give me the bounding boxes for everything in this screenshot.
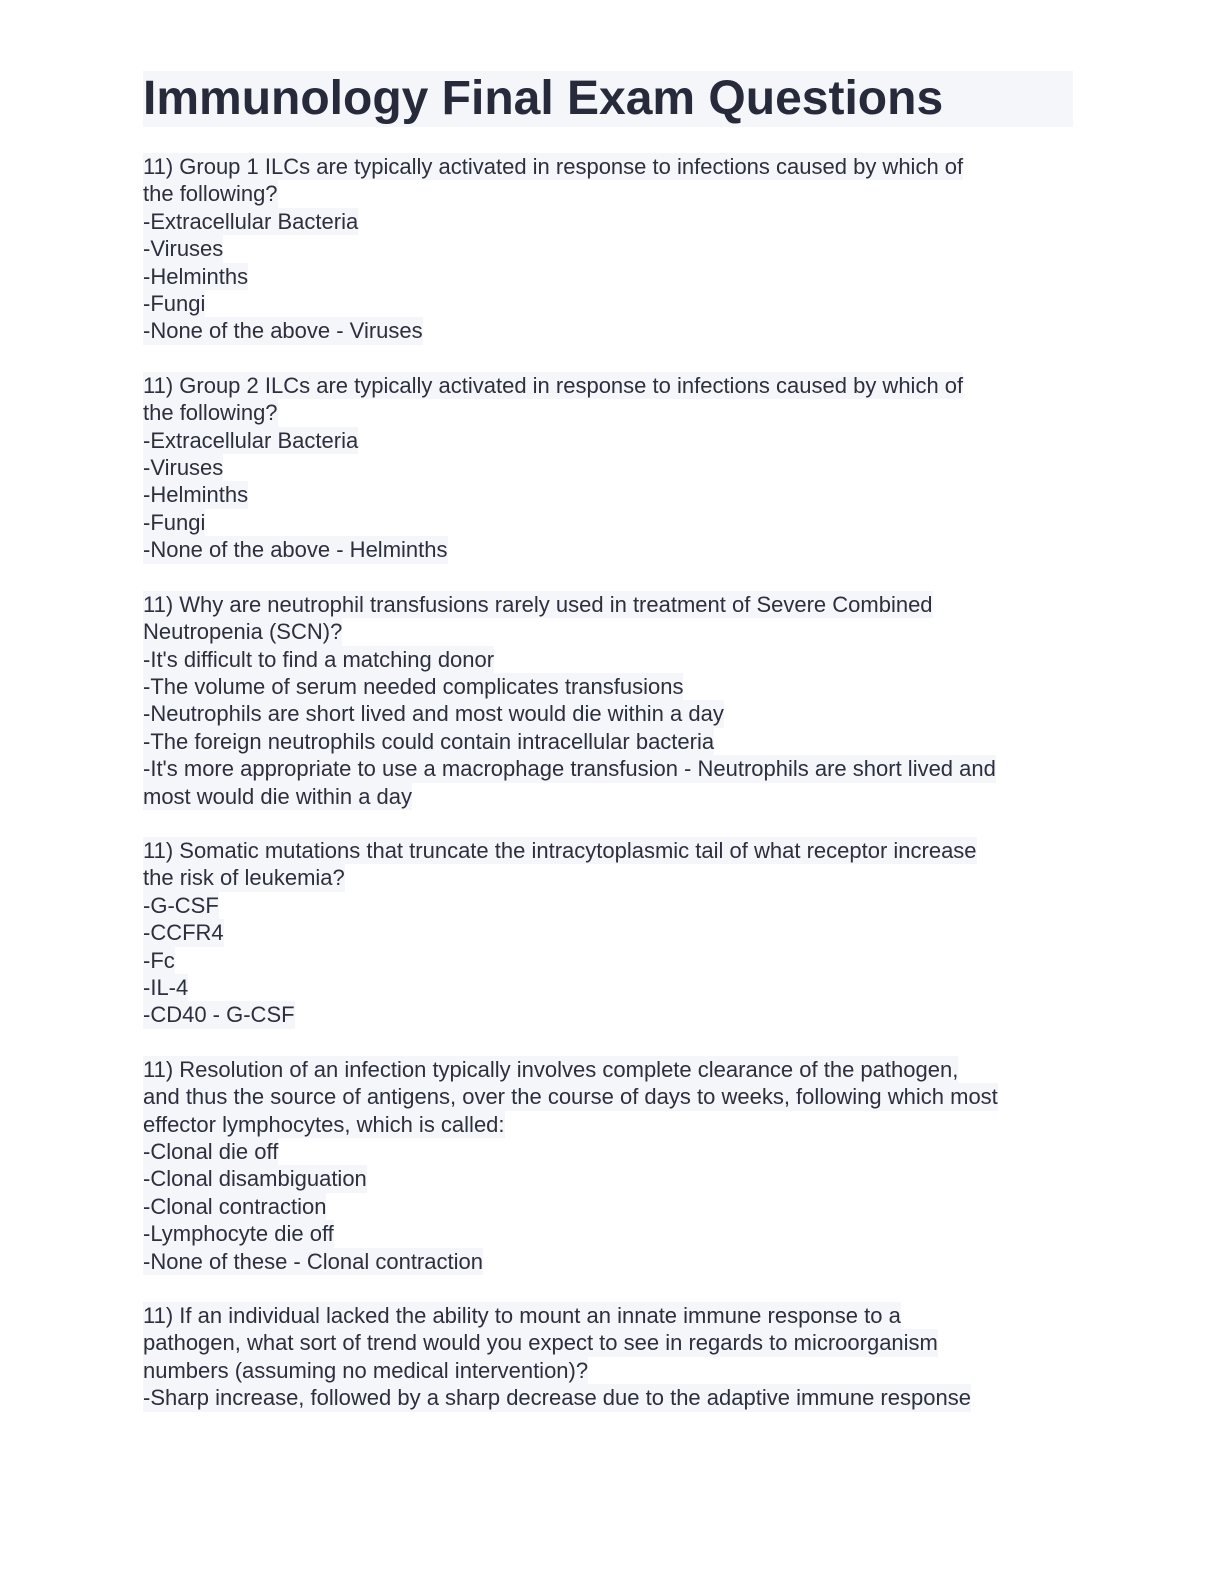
question-text: 11) Group 1 ILCs are typically activated in response to infections caused by which of <box>143 154 964 179</box>
question-block <box>143 1302 1073 1412</box>
question-text: 11) If an individual lacked the ability to mount an innate immune response to a <box>143 1303 901 1329</box>
question-line: effector lymphocytes, which is called: <box>143 1111 505 1137</box>
question-line: Neutropenia (SCN)? <box>143 619 343 645</box>
question-line: -Lymphocyte die off <box>143 1221 334 1247</box>
question-line: -None of the above - Viruses <box>143 318 423 344</box>
question-line: -None of these - Clonal contraction <box>143 1248 483 1274</box>
question-line: -Clonal contraction <box>143 1193 327 1219</box>
question-line: -Fungi <box>143 291 206 317</box>
question-list <box>143 153 1073 1412</box>
question-line: most would die within a day <box>143 783 413 809</box>
question-line: -Fungi <box>143 509 206 535</box>
question-line: -IL-4 <box>143 974 189 1000</box>
question-block <box>143 837 1073 1029</box>
question-line: -Viruses <box>143 455 224 481</box>
question-text: 11) Resolution of an infection typically involves complete clearance of the pathogen, <box>143 1056 959 1082</box>
question-line: and thus the source of antigens, over the course of days to weeks, following which most <box>143 1084 998 1110</box>
question-line: -Extracellular Bacteria <box>143 427 359 453</box>
question-text: 11) Group 2 ILCs are typically activated in response to infections caused by which of <box>143 372 964 398</box>
question-line: the following? <box>143 181 278 207</box>
question-line: -Helminths <box>143 263 249 289</box>
question-line: -It's difficult to find a matching donor <box>143 646 495 672</box>
question-line: -Sharp increase, followed by a sharp decrease due to the adaptive immune response <box>143 1385 971 1411</box>
question-line: -CD40 - G-CSF <box>143 1002 295 1028</box>
title-band <box>143 71 1073 127</box>
question-line: -G-CSF <box>143 892 219 918</box>
question-line: -Helminths <box>143 482 249 508</box>
question-line: the following? <box>143 400 278 426</box>
question-block <box>143 153 1073 345</box>
question-text: 11) Why are neutrophil transfusions rarely used in treatment of Severe Combined <box>143 591 933 617</box>
question-block <box>143 1056 1073 1275</box>
question-block <box>143 372 1073 564</box>
question-line: numbers (assuming no medical intervention)? <box>143 1357 589 1383</box>
question-line: -The volume of serum needed complicates transfusions <box>143 673 684 699</box>
question-line: -Clonal die off <box>143 1139 279 1164</box>
question-line: -Neutrophils are short lived and most would die within a day <box>143 701 724 727</box>
question-line: -It's more appropriate to use a macrophage transfusion - Neutrophils are short lived and <box>143 756 996 782</box>
question-line: -Clonal disambiguation <box>143 1166 367 1192</box>
question-line: -Fc <box>143 947 175 973</box>
document-page <box>143 71 1073 1439</box>
question-block <box>143 591 1073 810</box>
page-title: Immunology Final Exam Questions <box>143 72 944 125</box>
question-line: -CCFR4 <box>143 920 224 946</box>
question-text: 11) Somatic mutations that truncate the intracytoplasmic tail of what receptor increase <box>143 837 977 863</box>
question-line: pathogen, what sort of trend would you expect to see in regards to microorganism <box>143 1330 938 1356</box>
question-line: -Viruses <box>143 236 224 262</box>
question-line: -The foreign neutrophils could contain intracellular bacteria <box>143 728 715 754</box>
question-line: -Extracellular Bacteria <box>143 208 359 234</box>
question-line: the risk of leukemia? <box>143 865 345 891</box>
question-line: -None of the above - Helminths <box>143 537 448 563</box>
